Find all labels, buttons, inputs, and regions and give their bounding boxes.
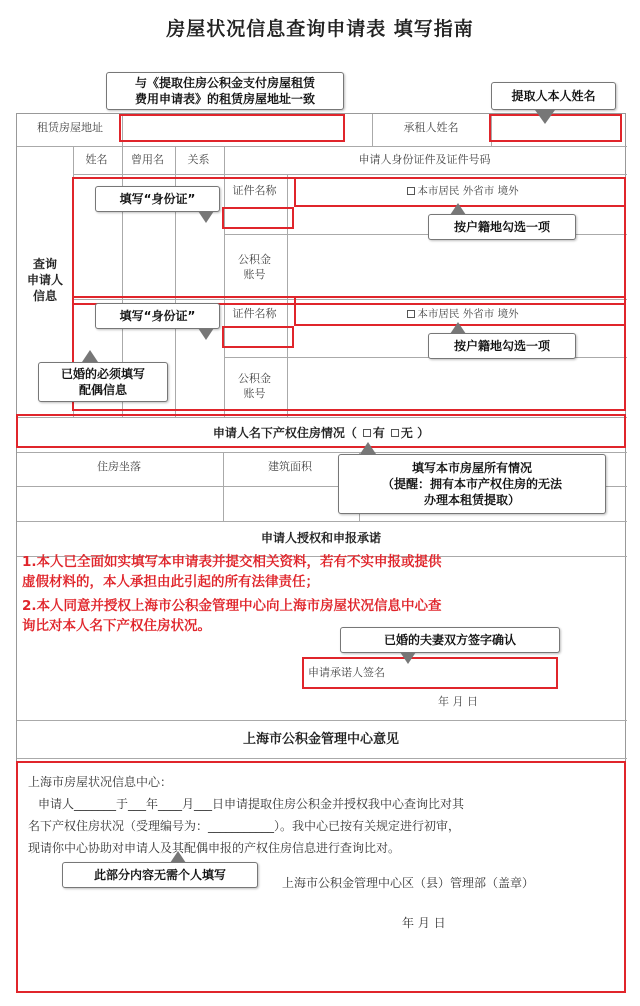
fund-account-label-2: 公积金 账号 [238,372,271,400]
opinion-date-label: 年 月 日 [402,916,446,930]
letter-line-2: 申请人_______于___年____月___日申请提取住房公积金并授权我中心查询比对其 [38,797,465,811]
col-former-name-label: 曾用名 [131,152,164,166]
callout-couple-sign: 已婚的夫妻双方签字确认 [340,627,560,653]
promise-2: 2.本人同意并授权上海市公积金管理中心向上海市房屋状况信息中心查 询比对本人名下产权住房状况。 [22,598,442,634]
letter-line-4: 现请你中心协助对申请人及其配偶申报的产权住房信息进行查询比对。 [28,841,401,855]
cert-name-label-2: 证件名称 [232,306,277,320]
letter-line-1: 上海市房屋状况信息中心： [28,775,173,789]
property-status-highlight [16,414,626,448]
property-yes-option[interactable]: 有 [372,425,385,440]
callout-tenant-name: 提取人本人姓名 [491,82,616,110]
rental-address-field[interactable] [119,114,345,142]
callout-fill-id-card-1: 填写“身份证” [95,186,220,212]
callout-hukou-choose-2: 按户籍地勾选一项 [428,333,576,359]
col-id-header: 申请人身份证件及证件号码 [358,152,491,166]
callout-hukou-choose-1: 按户籍地勾选一项 [428,214,576,240]
hukou-options-text-2: 本市居民 外省市 境外 [417,307,519,320]
housing-location-label: 住房坐落 [97,459,141,473]
property-no-option[interactable]: 无 ） [400,425,430,440]
callout-fill-id-card-2: 填写“身份证” [95,303,220,329]
page-title: 房屋状况信息查询申请表 填写指南 [166,18,474,40]
cert-name-field-1[interactable] [222,207,294,229]
tenant-name-label: 承租人姓名 [403,120,459,134]
building-area-label: 建筑面积 [268,459,312,473]
cert-name-label-1: 证件名称 [232,183,277,197]
tenant-name-field[interactable] [489,114,622,142]
property-label: 申请人名下产权住房情况（ [212,425,357,440]
promise-1: 1.本人已全面如实填写本申请表并提交相关资料，若有不实申报或提供 虚假材料的，本人承担由此引起的所有法律责任； [22,554,442,590]
fund-account-label-1: 公积金 账号 [238,253,271,281]
callout-address-consistent: 与《提取住房公积金支付房屋租赁 费用申请表》的租赁房屋地址一致 [106,72,344,110]
applicant-info-label: 查询 申请人 信息 [26,256,63,304]
letter-line-3: 名下产权住房状况（受理编号为：___________）。我中心已按有关规定进行初审， [28,819,461,833]
applicant-signature-label: 申请承诺人签名 [308,665,385,679]
hukou-options-text-1: 本市居民 外省市 境外 [417,184,519,197]
callout-married-spouse: 已婚的必须填写 配偶信息 [38,362,168,402]
rental-address-label: 租赁房屋地址 [37,120,103,134]
center-opinion-header: 上海市公积金管理中心意见 [242,732,399,748]
callout-fill-all-property: 填写本市房屋所有情况 （提醒：拥有本市产权住房的无法 办理本租赁提取） [338,454,606,514]
callout-no-fill-needed: 此部分内容无需个人填写 [62,862,258,888]
col-relation-label: 关系 [187,152,210,166]
cert-name-field-2[interactable] [222,326,294,348]
col-name-label: 姓名 [85,152,108,166]
district-stamp-label: 上海市公积金管理中心区（县）管理部（盖章） [282,876,535,890]
authorization-header: 申请人授权和申报承诺 [260,530,381,545]
signature-date-label: 年 月 日 [438,694,478,708]
